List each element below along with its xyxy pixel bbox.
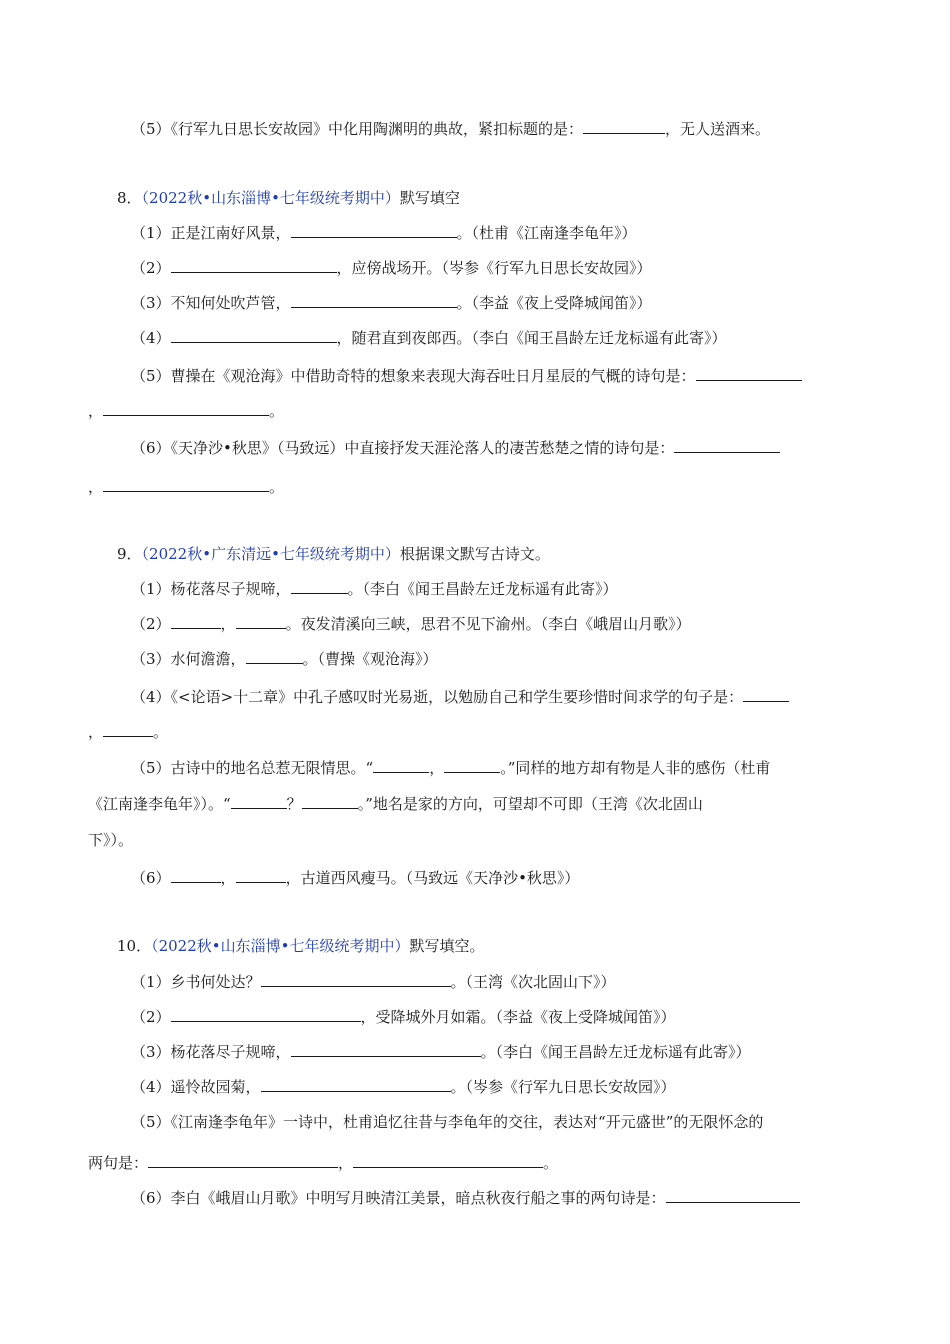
answer-blank[interactable]	[171, 257, 337, 273]
q8-item-5-cont	[88, 400, 284, 421]
answer-blank[interactable]	[583, 118, 665, 134]
q10-item-6	[131, 1187, 800, 1208]
item-text: （5）古诗中的地名总惹无限情思。“	[131, 759, 374, 777]
answer-blank[interactable]	[246, 648, 303, 664]
q10-item-2	[131, 1006, 676, 1027]
item-text: ？	[286, 795, 302, 813]
item-text: 。（曹操《观沧海》）	[302, 650, 438, 668]
q8-item-5	[131, 365, 802, 386]
answer-blank[interactable]	[743, 686, 789, 702]
item-text: 。	[543, 1154, 559, 1172]
q7-item-5-tail: ，无人送酒来。	[665, 120, 771, 138]
q8-item-1	[131, 222, 637, 243]
answer-blank[interactable]	[444, 757, 500, 773]
item-text: （3）水何澹澹，	[131, 650, 246, 668]
item-text: （5）《江南逢李龟年》一诗中，杜甫追忆往昔与李龟年的交往，表达对“开元盛世”的无限怀念的	[131, 1113, 764, 1131]
item-text: （2）	[131, 615, 171, 633]
answer-blank[interactable]	[302, 793, 358, 809]
answer-blank[interactable]	[103, 476, 269, 492]
item-text: ，古道西风瘦马。（马致远《天净沙•秋思》）	[285, 869, 580, 887]
item-text: ，	[338, 1154, 354, 1172]
q10-item-5	[131, 1112, 763, 1132]
question-source[interactable]: （2022秋•广东清远•七年级统考期中）	[141, 545, 400, 563]
q9-item-5-end	[88, 830, 133, 850]
question-source[interactable]: （2022秋•山东淄博•七年级统考期中）	[141, 189, 400, 207]
question-8-header	[117, 188, 460, 208]
answer-blank[interactable]	[353, 1152, 543, 1168]
q9-item-4-cont	[88, 721, 168, 742]
item-text: 《江南逢李龟年》）。“	[88, 795, 231, 813]
item-text: ，受降城外月如霜。（李益《夜上受降城闻笛》）	[360, 1008, 676, 1026]
q8-item-2	[131, 257, 652, 278]
q9-item-1	[131, 578, 618, 599]
item-text: 下》）。	[88, 831, 134, 849]
item-text: （1）乡书何处达？	[131, 973, 261, 991]
item-text: （2）	[131, 259, 171, 277]
question-number: 10．	[117, 937, 152, 955]
item-text: （2）	[131, 1008, 171, 1026]
item-text: 。	[269, 478, 285, 496]
q9-item-4	[131, 686, 789, 707]
q9-item-5-cont	[88, 793, 703, 814]
question-title: 根据课文默写古诗文。	[399, 545, 550, 563]
answer-blank[interactable]	[231, 793, 287, 809]
answer-blank[interactable]	[171, 1006, 361, 1022]
question-number: 9．	[117, 545, 142, 563]
q9-item-2	[131, 613, 691, 634]
item-text: （1）杨花落尽子规啼，	[131, 580, 291, 598]
item-text: 。（王湾《次北固山下》）	[450, 973, 616, 991]
item-text: （1）正是江南好风景，	[131, 224, 291, 242]
item-text: ，	[88, 723, 104, 741]
item-text: ，随君直到夜郎西。（李白《闻王昌龄左迁龙标遥有此寄》）	[336, 329, 727, 347]
item-text: 。	[153, 723, 169, 741]
q10-item-1	[131, 971, 616, 992]
item-text: （4）	[131, 329, 171, 347]
answer-blank[interactable]	[236, 867, 286, 883]
answer-blank[interactable]	[674, 437, 780, 453]
answer-blank[interactable]	[148, 1152, 338, 1168]
question-title: 默写填空。	[409, 937, 485, 955]
q8-item-4	[131, 327, 727, 348]
item-text: （5）曹操在《观沧海》中借助奇特的想象来表现大海吞吐日月星辰的气概的诗句是：	[131, 367, 696, 385]
item-text: 。（李益《夜上受降城闻笛》）	[456, 294, 652, 312]
item-text: 。夜发清溪向三峡，思君不见下渝州。（李白《峨眉山月歌》）	[285, 615, 691, 633]
item-text: （4）遥怜故园菊，	[131, 1078, 261, 1096]
answer-blank[interactable]	[261, 971, 451, 987]
q9-item-6	[131, 867, 579, 888]
answer-blank[interactable]	[696, 365, 802, 381]
q10-item-4	[131, 1076, 676, 1097]
item-text: （4）《<论语>十二章》中孔子感叹时光易逝，以勉励自己和学生要珍惜时间求学的句子是：	[131, 688, 744, 706]
item-text: 两句是：	[88, 1154, 149, 1172]
q9-item-5	[131, 757, 770, 778]
item-text: 。”同样的地方却有物是人非的感伤（杜甫	[500, 759, 771, 777]
item-text: （6）《天净沙•秋思》（马致远）中直接抒发天涯沦落人的凄苦愁楚之情的诗句是：	[131, 439, 675, 457]
item-text: ，	[429, 759, 445, 777]
question-number: 8．	[117, 189, 142, 207]
q10-item-5-cont	[88, 1152, 558, 1173]
item-text: 。”地名是家的方向，可望却不可即（王湾《次北固山	[357, 795, 703, 813]
q8-item-3	[131, 292, 652, 313]
item-text: （6）李白《峨眉山月歌》中明写月映清江美景，暗点秋夜行船之事的两句诗是：	[131, 1189, 666, 1207]
answer-blank[interactable]	[291, 1041, 481, 1057]
answer-blank[interactable]	[236, 613, 286, 629]
q10-item-3	[131, 1041, 751, 1062]
item-text: 。（李白《闻王昌龄左迁龙标遥有此寄》）	[347, 580, 618, 598]
item-text: （3）杨花落尽子规啼，	[131, 1043, 291, 1061]
q8-item-6	[131, 437, 780, 458]
answer-blank[interactable]	[171, 613, 221, 629]
item-text: ，	[220, 869, 236, 887]
answer-blank[interactable]	[291, 578, 348, 594]
question-source[interactable]: （2022秋•山东淄博•七年级统考期中）	[151, 937, 410, 955]
answer-blank[interactable]	[291, 292, 457, 308]
answer-blank[interactable]	[171, 327, 337, 343]
item-text: （6）	[131, 869, 171, 887]
item-text: （3）不知何处吹芦管，	[131, 294, 291, 312]
q9-item-3	[131, 648, 438, 669]
q7-item-5-text: （5）《行军九日思长安故园》中化用陶渊明的典故，紧扣标题的是：	[131, 120, 584, 138]
question-9-header	[117, 544, 550, 564]
answer-blank[interactable]	[666, 1187, 800, 1203]
item-text: ，	[220, 615, 236, 633]
item-text: 。（李白《闻王昌龄左迁龙标遥有此寄》）	[480, 1043, 751, 1061]
q8-item-6-cont	[88, 476, 284, 497]
item-text: 。（杜甫《江南逢李龟年》）	[456, 224, 637, 242]
question-10-header	[117, 936, 484, 956]
answer-blank[interactable]	[103, 721, 153, 737]
answer-blank[interactable]	[171, 867, 221, 883]
q7-item-5	[131, 118, 770, 139]
item-text: 。	[269, 402, 285, 420]
item-text: ，	[88, 402, 104, 420]
question-title: 默写填空	[399, 189, 460, 207]
answer-blank[interactable]	[291, 222, 457, 238]
item-text: ，	[88, 478, 104, 496]
answer-blank[interactable]	[373, 757, 429, 773]
item-text: ，应傍战场开。（岑参《行军九日思长安故园》）	[336, 259, 652, 277]
item-text: 。（岑参《行军九日思长安故园》）	[450, 1078, 676, 1096]
answer-blank[interactable]	[261, 1076, 451, 1092]
answer-blank[interactable]	[103, 400, 269, 416]
